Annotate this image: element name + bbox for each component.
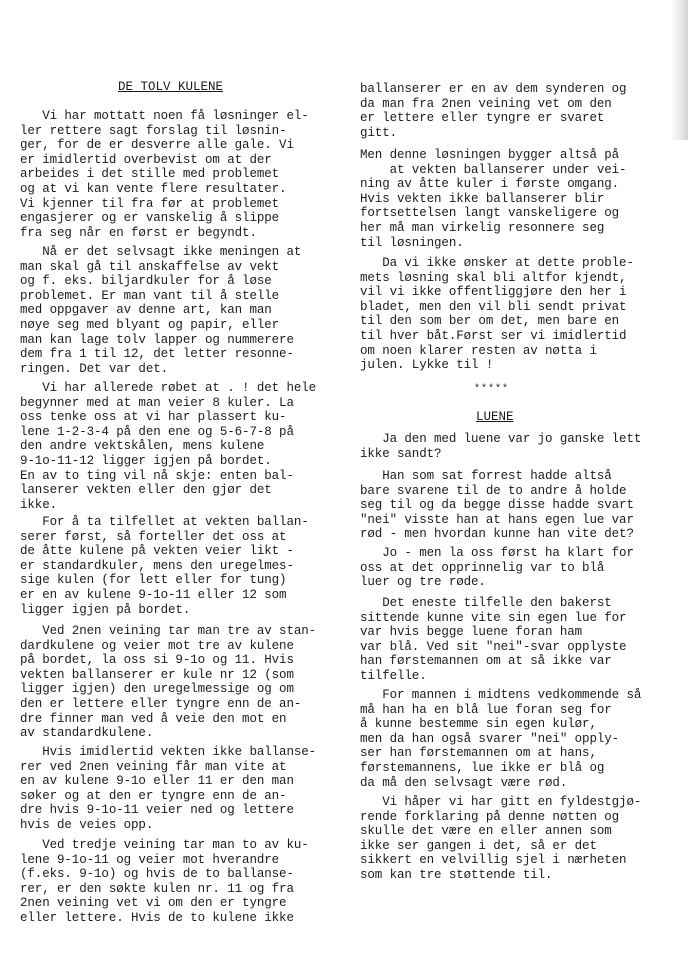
paragraph-10: Da vi ikke ønsker at dette proble- mets løsning skal bli altfor kjendt, vil vi ikke offentliggjøre den her i bladet, men den vil bli sendt privat til den som ber om det, men bare en til hver båt.Først ser vi imidlertid om noen klarer resten av nøtta i julen. Lykke til ! [360, 256, 634, 373]
paragraph-16: Vi håper vi har gitt en fyldestgjø- rende forklaring på denne nøtten og skulle det være en eller annen som ikke ser gangen i det, så er det sikkert en velvillig sjel i nærheten som kan tre støttende til. [360, 795, 642, 882]
paragraph-2: Nå er det selvsagt ikke meningen at man skal gå til anskaffelse av vekt og f. eks. biljardkuler for å løse problemet. Er man vant til å stelle med oppgaver av denne art, kan man nøye seg med blyant og papir, eller man kan lage tolv lapper og nummerere dem fra 1 til 12, det letter resonne- ringen. Det var det. [20, 245, 302, 376]
paragraph-5: Ved 2nen veining tar man tre av stan- dardkulene og veier mot tre av kulene på bordet, la oss si 9-1o og 11. Hvis vekten ballanserer er kule nr 12 (som ligger igjen) den uregelmessige og om den er lettere eller tyngre enn de an- dre finner man ved å veie den mot en av standardkulene. [20, 624, 317, 741]
paragraph-3: Vi har allerede røbet at . ! det hele begynner med at man veier 8 kuler. La oss tenke oss at vi har plassert ku- lene 1-2-3-4 på den ene og 5-6-7-8 på den andre vektskålen, mens kulene 9-1o-11-12 ligger igjen på bordet. En av to ting vil nå skje: enten bal- lanserer vekten eller den gjør det ikke. [20, 381, 317, 512]
article-title-de-tolv-kulene: DE TOLV KULENE [118, 80, 224, 94]
page-edge-shadow [670, 0, 688, 140]
paragraph-12: Han som sat forrest hadde altså bare svarene til de to andre å holde seg til og da begge disse hadde svart "nei" visste han at hans egen lue var rød - men hvordan kunne han vite det? [360, 469, 634, 542]
paragraph-9: Men denne løsningen bygger altså på at vekten ballanserer under vei- ning av åtte kuler i første omgang. Hvis vekten ikke ballanserer blir fortsettelsen langt vanskeligere og her må man virkelig resonnere seg til løsningen. [360, 148, 627, 250]
paragraph-13: Jo - men la oss først ha klart for oss at det opprinnelig var to blå luer og tre røde. [360, 546, 634, 590]
paragraph-1: Vi har mottatt noen få løsninger el- ler rettere sagt forslag til løsnin- ger, for de er desverre alle gale. Vi er imidlertid overbevist om at der arbeides i det stille med problemet og at vi kan vente flere resultater. Vi kjenner til fra før at problemet engasjerer og er vanskelig å slippe fra seg når en først er begyndt. [20, 109, 309, 240]
paragraph-4: For å ta tilfellet at vekten ballan- serer først, så forteller det oss at de åtte kulene på vekten veier likt - er standardkuler, mens den uregelmes- sige kulen (for lett eller for tung) er en av kulene 9-1o-11 eller 12 som ligger igjen på bordet. [20, 515, 309, 617]
paragraph-15: For mannen i midtens vedkommende så må han ha en blå lue foran seg for å kunne bestemme sin egen kulør, men da han også svarer "nei" opply- ser han førstemannen om at hans, førstemannens, lue ikke er blå og da må den selvsagt være rød. [360, 688, 642, 790]
paragraph-7: Ved tredje veining tar man to av ku- lene 9-1o-11 og veier mot hverandre (f.eks. 9-1o) og hvis de to ballanse- rer, er den søkte kulen nr. 11 og fra 2nen veining vet vi om den er tyngre eller lettere. Hvis de to kulene ikke [20, 838, 309, 925]
paragraph-11: Ja den med luene var jo ganske lett ikke sandt? [360, 432, 642, 461]
paragraph-6: Hvis imidlertid vekten ikke ballanse- rer ved 2nen veining får man vite at en av kulene 9-1o eller 11 er den man søker og at den er tyngre enn de an- dre hvis 9-1o-11 veier ned og lettere hvis de veies opp. [20, 745, 317, 832]
paragraph-8: ballanserer er en av dem synderen og da man fra 2nen veining vet om den er lettere eller tyngre er svaret gitt. [360, 82, 627, 140]
paragraph-14: Det eneste tilfelle den bakerst sittende kunne vite sin egen lue for var hvis begge luene foran ham var blå. Ved sit "nei"-svar opplyste han førstemannen om at så ikke var tilfelle. [360, 596, 627, 683]
article-title-luene: LUENE [476, 410, 514, 424]
section-separator: ***** [474, 384, 510, 395]
